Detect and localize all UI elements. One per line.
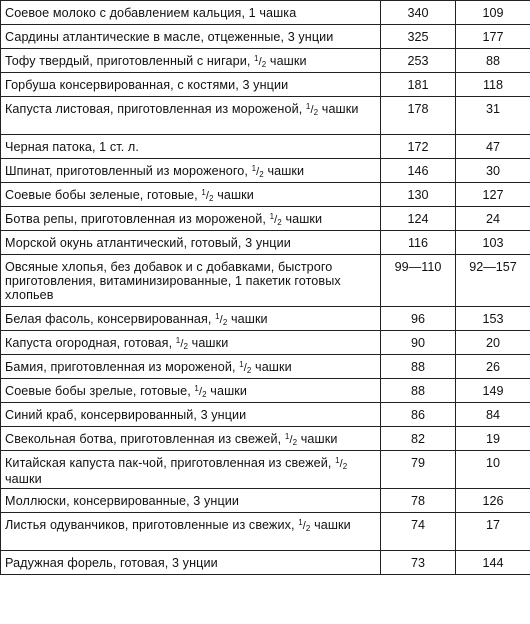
- fraction-slash: /: [274, 214, 278, 226]
- fraction-slash: /: [256, 166, 260, 178]
- food-name-text: Капуста огородная, готовая,: [5, 336, 176, 350]
- calcium-value-cell: 88: [381, 355, 456, 379]
- food-name-text: Китайская капуста пак-чой, приготовленная из свежей,: [5, 456, 336, 470]
- food-name-cell: [1, 513, 381, 551]
- fraction-numerator: 1: [254, 54, 259, 63]
- food-name-text: Ботва репы, приготовленная из мороженой,: [5, 212, 270, 226]
- food-name-suffix: чашки: [318, 102, 359, 116]
- calories-value-cell: 47: [456, 135, 530, 159]
- fraction-half: [298, 518, 311, 533]
- calcium-value-cell: 99—110: [381, 255, 456, 307]
- calories-value-cell: 103: [456, 231, 530, 255]
- fraction-numerator: 1: [298, 518, 303, 527]
- food-name-text: Морской окунь атлантический, готовый, 3 унции: [5, 236, 291, 250]
- fraction-denominator: 2: [277, 218, 282, 227]
- food-name-text: Свекольная ботва, приготовленная из свежей,: [5, 432, 285, 446]
- food-name-text: Черная патока, 1 ст. л.: [5, 140, 139, 154]
- fraction-numerator: 1: [251, 164, 257, 173]
- fraction-denominator: 2: [261, 60, 267, 69]
- table-row: [1, 25, 530, 49]
- table-row: [1, 1, 530, 25]
- fraction-denominator: 2: [313, 108, 319, 117]
- food-name-text: Тофу твердый, приготовленный с нигари,: [5, 54, 255, 68]
- food-name-suffix: чашки: [206, 384, 248, 398]
- calories-value-cell: 10: [456, 451, 530, 489]
- food-name-cell: [1, 255, 381, 307]
- food-name-text: Радужная форель, готовая, 3 унции: [5, 556, 218, 570]
- food-name-suffix: чашки: [227, 312, 268, 326]
- table-row: [1, 379, 530, 403]
- food-name-text: Горбуша консервированная, с костями, 3 унции: [5, 78, 289, 92]
- calories-value-cell: 118: [456, 73, 530, 97]
- calories-value-cell: 144: [456, 551, 530, 575]
- fraction-denominator: 2: [342, 462, 348, 471]
- calories-value-cell: 127: [456, 183, 530, 207]
- fraction-half: [194, 384, 207, 399]
- table-row: [1, 183, 530, 207]
- calcium-value-cell: 96: [381, 307, 456, 331]
- fraction-numerator: 1: [284, 432, 290, 441]
- food-name-cell: [1, 231, 381, 255]
- calcium-value-cell: 146: [381, 159, 456, 183]
- table-row: [1, 331, 530, 355]
- table-row: [1, 73, 530, 97]
- food-name-cell: [1, 451, 381, 489]
- food-name-suffix: чашки: [263, 164, 305, 178]
- calories-value-cell: 177: [456, 25, 530, 49]
- food-name-suffix: чашки: [310, 518, 351, 532]
- food-name-cell: [1, 551, 381, 575]
- table-row: [1, 403, 530, 427]
- fraction-slash: /: [339, 458, 343, 470]
- table-row: [1, 551, 530, 575]
- food-name-text: Соевое молоко с добавлением кальция, 1 чашка: [5, 6, 297, 20]
- food-name-cell: [1, 427, 381, 451]
- food-name-suffix: чашки: [213, 188, 254, 202]
- table-row: [1, 135, 530, 159]
- food-name-text: Сардины атлантические в масле, отцеженные, 3 унции: [5, 30, 334, 44]
- food-name-text: Соевые бобы зрелые, готовые,: [5, 384, 195, 398]
- food-name-cell: [1, 183, 381, 207]
- calcium-value-cell: 116: [381, 231, 456, 255]
- calcium-value-cell: 130: [381, 183, 456, 207]
- table-row: [1, 489, 530, 513]
- fraction-denominator: 2: [209, 194, 214, 203]
- calories-value-cell: 31: [456, 97, 530, 135]
- calcium-value-cell: 86: [381, 403, 456, 427]
- fraction-slash: /: [219, 314, 223, 326]
- calcium-value-cell: 325: [381, 25, 456, 49]
- fraction-denominator: 2: [246, 366, 252, 375]
- calories-value-cell: 30: [456, 159, 530, 183]
- fraction-half: [239, 360, 252, 375]
- food-name-cell: [1, 135, 381, 159]
- food-name-cell: [1, 331, 381, 355]
- table-row: [1, 49, 530, 73]
- food-name-text: Синий краб, консервированный, 3 унции: [5, 408, 247, 422]
- fraction-denominator: 2: [202, 390, 207, 399]
- calories-value-cell: 19: [456, 427, 530, 451]
- fraction-slash: /: [302, 520, 306, 532]
- food-name-text: Моллюски, консервированные, 3 унции: [5, 494, 240, 508]
- calories-value-cell: 84: [456, 403, 530, 427]
- table-row: [1, 207, 530, 231]
- fraction-slash: /: [243, 362, 247, 374]
- fraction-slash: /: [258, 56, 262, 68]
- calcium-value-cell: 82: [381, 427, 456, 451]
- table-row: [1, 231, 530, 255]
- fraction-half: [335, 456, 348, 471]
- calories-value-cell: 20: [456, 331, 530, 355]
- food-name-text: Листья одуванчиков, приготовленные из свежих,: [5, 518, 299, 532]
- food-name-cell: [1, 355, 381, 379]
- fraction-half: [284, 432, 298, 447]
- table-row: [1, 513, 530, 551]
- food-name-suffix: чашки: [266, 54, 307, 68]
- fraction-slash: /: [310, 104, 314, 116]
- food-name-suffix: чашки: [188, 336, 229, 350]
- calcium-value-cell: 90: [381, 331, 456, 355]
- calories-value-cell: 92—157: [456, 255, 530, 307]
- fraction-numerator: 1: [239, 360, 244, 369]
- table-row: [1, 307, 530, 331]
- fraction-slash: /: [180, 338, 184, 350]
- fraction-numerator: 1: [194, 384, 199, 393]
- fraction-denominator: 2: [292, 438, 298, 447]
- fraction-half: [251, 164, 264, 179]
- fraction-slash: /: [289, 434, 293, 446]
- fraction-numerator: 1: [201, 188, 206, 197]
- fraction-numerator: 1: [305, 102, 311, 111]
- table-row: [1, 451, 530, 489]
- fraction-half: [215, 312, 228, 327]
- calories-value-cell: 26: [456, 355, 530, 379]
- fraction-numerator: 1: [215, 312, 220, 321]
- fraction-half: [201, 188, 214, 203]
- fraction-numerator: 1: [269, 212, 275, 221]
- food-name-cell: [1, 97, 381, 135]
- calcium-value-cell: 253: [381, 49, 456, 73]
- fraction-half: [254, 54, 267, 69]
- table-body: [1, 1, 530, 575]
- calcium-value-cell: 124: [381, 207, 456, 231]
- fraction-numerator: 1: [335, 456, 340, 465]
- food-name-cell: [1, 307, 381, 331]
- fraction-half: [175, 336, 189, 351]
- calories-value-cell: 88: [456, 49, 530, 73]
- table-row: [1, 97, 530, 135]
- food-name-cell: [1, 379, 381, 403]
- food-name-text: Шпинат, приготовленный из мороженого,: [5, 164, 252, 178]
- calcium-value-cell: 181: [381, 73, 456, 97]
- fraction-denominator: 2: [183, 342, 189, 351]
- food-name-cell: [1, 489, 381, 513]
- food-name-suffix: чашки: [297, 432, 338, 446]
- calcium-value-cell: 88: [381, 379, 456, 403]
- fraction-slash: /: [198, 386, 203, 398]
- food-name-text: Соевые бобы зеленые, готовые,: [5, 188, 202, 202]
- food-name-cell: [1, 73, 381, 97]
- calories-value-cell: 24: [456, 207, 530, 231]
- calcium-value-cell: 178: [381, 97, 456, 135]
- food-name-cell: [1, 25, 381, 49]
- fraction-denominator: 2: [305, 524, 311, 533]
- table-row: [1, 427, 530, 451]
- calcium-value-cell: 340: [381, 1, 456, 25]
- food-name-text: Овсяные хлопья, без добавок и с добавками, быстрого приготовления, витаминизированные, 1 пакетик готовых хлопьев: [5, 260, 341, 302]
- fraction-denominator: 2: [222, 318, 228, 327]
- calories-value-cell: 109: [456, 1, 530, 25]
- food-name-cell: [1, 207, 381, 231]
- food-name-cell: [1, 1, 381, 25]
- calories-value-cell: 17: [456, 513, 530, 551]
- fraction-half: [269, 212, 282, 227]
- food-name-text: Белая фасоль, консервированная,: [5, 312, 216, 326]
- calories-value-cell: 149: [456, 379, 530, 403]
- calories-value-cell: 126: [456, 489, 530, 513]
- food-name-cell: [1, 49, 381, 73]
- food-name-text: Капуста листовая, приготовленная из мороженой,: [5, 102, 306, 116]
- food-name-suffix: чашки: [281, 212, 323, 226]
- calcium-value-cell: 78: [381, 489, 456, 513]
- food-name-text: Бамия, приготовленная из мороженой,: [5, 360, 240, 374]
- fraction-half: [305, 102, 319, 117]
- food-name-suffix: чашки: [251, 360, 292, 374]
- table-row: [1, 355, 530, 379]
- calcium-value-cell: 74: [381, 513, 456, 551]
- table-row: [1, 159, 530, 183]
- table-row: [1, 255, 530, 307]
- fraction-denominator: 2: [259, 170, 264, 179]
- calcium-value-cell: 172: [381, 135, 456, 159]
- fraction-slash: /: [205, 190, 210, 202]
- food-name-cell: [1, 159, 381, 183]
- food-name-suffix: чашки: [5, 472, 42, 486]
- calcium-value-cell: 73: [381, 551, 456, 575]
- food-name-cell: [1, 403, 381, 427]
- calories-value-cell: 153: [456, 307, 530, 331]
- fraction-numerator: 1: [175, 336, 181, 345]
- calcium-value-cell: 79: [381, 451, 456, 489]
